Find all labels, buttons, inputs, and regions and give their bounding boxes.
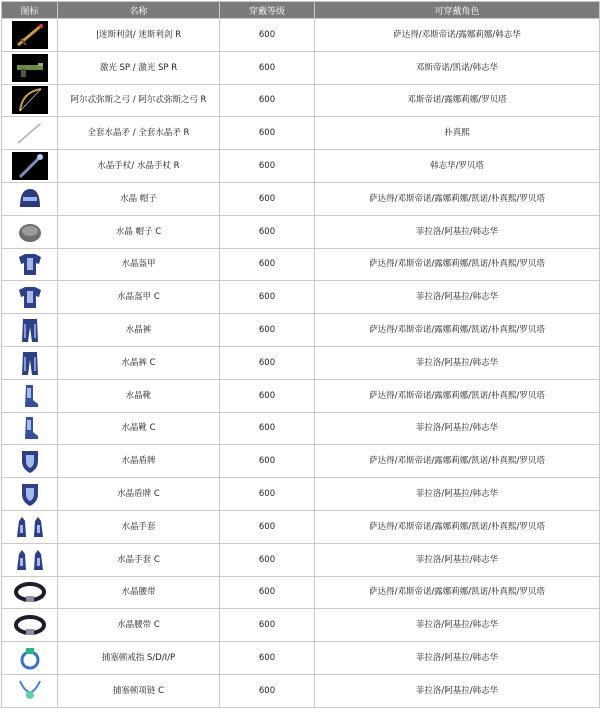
item-roles: 萨达得/邓斯帝诺/露娜莉娜/凯诺/朴真熙/罗贝塔 xyxy=(315,248,600,281)
item-roles: 菲拉洛/阿基拉/韩志华 xyxy=(315,215,600,248)
item-name: |迷斯利剑/ 迷斯利剑 R xyxy=(58,19,220,52)
item-level: 600 xyxy=(220,314,315,347)
item-name: 水晶 帽子 xyxy=(58,182,220,215)
item-icon-cell xyxy=(2,215,58,248)
table-row xyxy=(2,19,600,52)
gloves-icon xyxy=(12,546,48,574)
item-icon-cell xyxy=(2,510,58,543)
item-icon-cell xyxy=(2,379,58,412)
table-row xyxy=(2,674,600,707)
table-row xyxy=(2,182,600,215)
table-row xyxy=(2,609,600,642)
item-name: 阿尔忒弥斯之弓 / 阿尔忒弥斯之弓 R xyxy=(58,84,220,117)
item-roles: 萨达得/邓斯帝诺/露娜莉娜/凯诺/朴真熙/罗贝塔 xyxy=(315,510,600,543)
gun-icon xyxy=(12,54,48,82)
table-row xyxy=(2,642,600,675)
table-row xyxy=(2,510,600,543)
table-row xyxy=(2,543,600,576)
item-icon-cell xyxy=(2,543,58,576)
sword-icon xyxy=(12,21,48,49)
table-row xyxy=(2,51,600,84)
item-roles: 邓斯帝诺/凯诺/韩志华 xyxy=(315,51,600,84)
belt-icon xyxy=(12,611,48,639)
pants-icon xyxy=(12,349,48,377)
gloves-icon xyxy=(12,513,48,541)
table-row xyxy=(2,84,600,117)
header-name: 名称 xyxy=(58,2,220,19)
item-level: 600 xyxy=(220,379,315,412)
item-name: 水晶手套 C xyxy=(58,543,220,576)
item-level: 600 xyxy=(220,478,315,511)
item-roles: 菲拉洛/阿基拉/韩志华 xyxy=(315,642,600,675)
item-level: 600 xyxy=(220,412,315,445)
item-name: 激光 SP / 激光 SP R xyxy=(58,51,220,84)
item-name: 全套水晶矛 / 全套水晶矛 R xyxy=(58,117,220,150)
belt-icon xyxy=(12,578,48,606)
item-icon-cell xyxy=(2,674,58,707)
table-row xyxy=(2,478,600,511)
item-level: 600 xyxy=(220,543,315,576)
item-level: 600 xyxy=(220,117,315,150)
item-name: 水晶盔甲 C xyxy=(58,281,220,314)
item-roles: 菲拉洛/阿基拉/韩志华 xyxy=(315,412,600,445)
table-row xyxy=(2,346,600,379)
table-row xyxy=(2,314,600,347)
item-icon-cell xyxy=(2,412,58,445)
item-name: 捕塞顿项链 C xyxy=(58,674,220,707)
item-name: 水晶盾牌 C xyxy=(58,478,220,511)
item-icon-cell xyxy=(2,19,58,52)
item-icon-cell xyxy=(2,51,58,84)
table-row xyxy=(2,379,600,412)
item-roles: 邓斯帝诺/露娜莉娜/罗贝塔 xyxy=(315,84,600,117)
item-name: 水晶腰带 xyxy=(58,576,220,609)
item-level: 600 xyxy=(220,19,315,52)
item-icon-cell xyxy=(2,314,58,347)
item-icon-cell xyxy=(2,346,58,379)
table-row xyxy=(2,150,600,183)
item-level: 600 xyxy=(220,642,315,675)
item-icon-cell xyxy=(2,576,58,609)
item-icon-cell xyxy=(2,182,58,215)
item-level: 600 xyxy=(220,609,315,642)
item-name: 水晶手套 xyxy=(58,510,220,543)
item-level: 600 xyxy=(220,674,315,707)
item-roles: 菲拉洛/阿基拉/韩志华 xyxy=(315,281,600,314)
item-roles: 萨达得/邓斯帝诺/露娜莉娜/凯诺/朴真熙/罗贝塔 xyxy=(315,379,600,412)
item-icon-cell xyxy=(2,84,58,117)
item-roles: 萨达得/邓斯帝诺/露娜莉娜/韩志华 xyxy=(315,19,600,52)
equipment-table xyxy=(1,1,600,708)
header-level: 穿戴等级 xyxy=(220,2,315,19)
item-level: 600 xyxy=(220,215,315,248)
item-roles: 朴真熙 xyxy=(315,117,600,150)
table-row xyxy=(2,117,600,150)
table-row xyxy=(2,412,600,445)
header-roles: 可穿戴角色 xyxy=(315,2,600,19)
shield-icon xyxy=(12,447,48,475)
item-name: 水晶手杖/ 水晶手杖 R xyxy=(58,150,220,183)
item-level: 600 xyxy=(220,576,315,609)
item-roles: 韩志华/罗贝塔 xyxy=(315,150,600,183)
item-level: 600 xyxy=(220,346,315,379)
necklace-icon xyxy=(12,677,48,705)
helmet-icon xyxy=(12,185,48,213)
item-roles: 萨达得/邓斯帝诺/露娜莉娜/凯诺/朴真熙/罗贝塔 xyxy=(315,314,600,347)
item-level: 600 xyxy=(220,51,315,84)
table-row xyxy=(2,248,600,281)
item-name: 水晶盔甲 xyxy=(58,248,220,281)
table-row xyxy=(2,215,600,248)
table-header-row xyxy=(2,2,600,19)
item-name: 水晶腰带 C xyxy=(58,609,220,642)
item-roles: 菲拉洛/阿基拉/韩志华 xyxy=(315,478,600,511)
item-roles: 萨达得/邓斯帝诺/露娜莉娜/凯诺/朴真熙/罗贝塔 xyxy=(315,576,600,609)
item-roles: 菲拉洛/阿基拉/韩志华 xyxy=(315,609,600,642)
item-icon-cell xyxy=(2,117,58,150)
item-roles: 萨达得/邓斯帝诺/露娜莉娜/凯诺/朴真熙/罗贝塔 xyxy=(315,182,600,215)
item-level: 600 xyxy=(220,150,315,183)
cap-icon xyxy=(12,218,48,246)
boots-icon xyxy=(12,414,48,442)
staff-icon xyxy=(12,152,48,180)
item-name: 水晶靴 C xyxy=(58,412,220,445)
item-roles: 萨达得/邓斯帝诺/露娜莉娜/凯诺/朴真熙/罗贝塔 xyxy=(315,445,600,478)
table-body xyxy=(2,19,600,708)
item-roles: 菲拉洛/阿基拉/韩志华 xyxy=(315,346,600,379)
item-name: 水晶裤 C xyxy=(58,346,220,379)
item-level: 600 xyxy=(220,248,315,281)
armor-icon xyxy=(12,283,48,311)
item-icon-cell xyxy=(2,478,58,511)
item-name: 捕塞顿戒指 S/D/I/P xyxy=(58,642,220,675)
item-icon-cell xyxy=(2,248,58,281)
bow-icon xyxy=(12,86,48,114)
spear-icon xyxy=(12,119,48,147)
armor-icon xyxy=(12,250,48,278)
table-row xyxy=(2,576,600,609)
item-icon-cell xyxy=(2,642,58,675)
item-level: 600 xyxy=(220,510,315,543)
item-roles: 菲拉洛/阿基拉/韩志华 xyxy=(315,674,600,707)
item-icon-cell xyxy=(2,609,58,642)
boots-icon xyxy=(12,382,48,410)
item-name: 水晶盾牌 xyxy=(58,445,220,478)
item-roles: 菲拉洛/阿基拉/韩志华 xyxy=(315,543,600,576)
item-icon-cell xyxy=(2,281,58,314)
item-icon-cell xyxy=(2,445,58,478)
table-row xyxy=(2,445,600,478)
item-name: 水晶靴 xyxy=(58,379,220,412)
item-icon-cell xyxy=(2,150,58,183)
table-row xyxy=(2,281,600,314)
header-icon: 图标 xyxy=(2,2,58,19)
shield-icon xyxy=(12,480,48,508)
item-level: 600 xyxy=(220,281,315,314)
item-level: 600 xyxy=(220,445,315,478)
item-name: 水晶 帽子 C xyxy=(58,215,220,248)
item-level: 600 xyxy=(220,84,315,117)
ring-icon xyxy=(12,644,48,672)
item-level: 600 xyxy=(220,182,315,215)
pants-icon xyxy=(12,316,48,344)
item-name: 水晶裤 xyxy=(58,314,220,347)
